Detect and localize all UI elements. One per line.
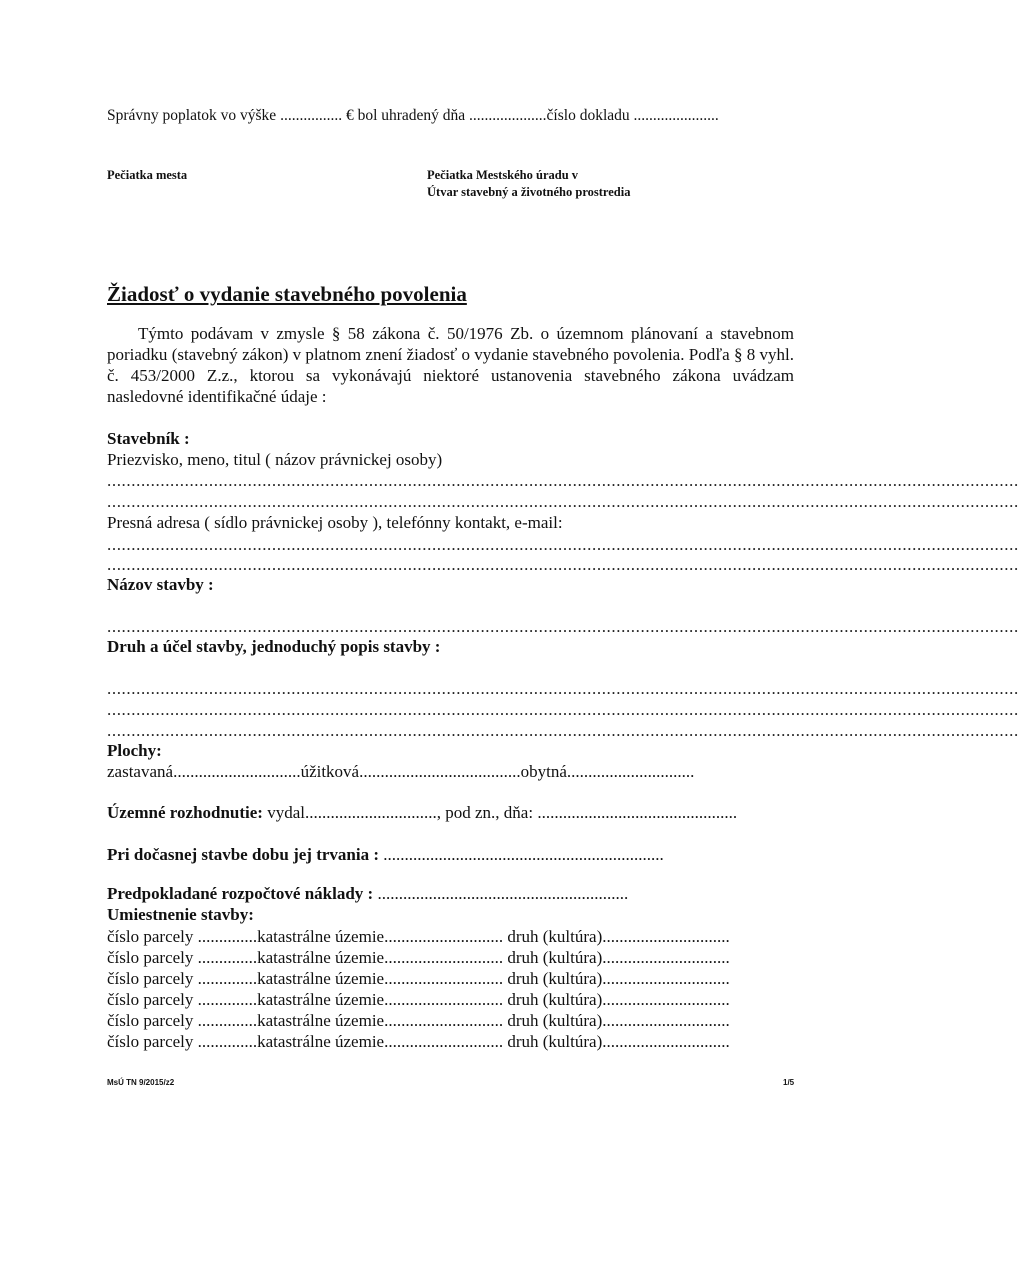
intro-paragraph (107, 323, 794, 407)
zoning-label: Územné rozhodnutie: (107, 803, 263, 822)
builder-name-label: Priezvisko, meno, titul ( názov právnickej osoby) (107, 450, 443, 469)
budget-label: Predpokladané rozpočtové náklady : (107, 884, 374, 903)
budget-field[interactable]: ........................................................... (373, 884, 629, 903)
building-type-line-3[interactable]: ............................................................................................................................................................................................ (107, 721, 1019, 740)
zoning-line[interactable] (107, 803, 791, 823)
fee-line: Správny poplatok vo výške ................ € bol uhradený dňa ....................číslo dokladu ...................... (107, 107, 719, 124)
budget-line[interactable] (107, 884, 791, 904)
parcel-list (107, 926, 791, 1052)
office-stamp-line2: Útvar stavebný a životného prostredia (427, 185, 631, 199)
building-name-line[interactable]: ............................................................................................................................................................................................ (107, 617, 1019, 636)
parcel-row[interactable]: číslo parcely ..............katastrálne územie............................ druh (kultúra).............................. (107, 969, 730, 988)
parcel-row[interactable]: číslo parcely ..............katastrálne územie............................ druh (kultúra).............................. (107, 927, 730, 946)
office-stamp-line1: Pečiatka Mestského úradu v (427, 168, 579, 182)
footer-document-code: MsÚ TN 9/2015/z2 (107, 1078, 175, 1087)
building-type-line-1[interactable]: ............................................................................................................................................................................................ (107, 679, 1019, 698)
parcel-row[interactable]: číslo parcely ..............katastrálne územie............................ druh (kultúra).............................. (107, 948, 730, 967)
temporary-label: Pri dočasnej stavbe dobu jej trvania : (107, 845, 379, 864)
parcel-row[interactable]: číslo parcely ..............katastrálne územie............................ druh (kultúra).............................. (107, 1011, 730, 1030)
building-name-heading: Názov stavby : (107, 575, 214, 594)
builder-heading: Stavebník : (107, 429, 190, 448)
building-type-line-2[interactable]: ............................................................................................................................................................................................ (107, 700, 1019, 719)
areas-line[interactable]: zastavaná..............................úžitková......................................obytná.............................. (107, 762, 695, 781)
builder-address-label: Presná adresa ( sídlo právnickej osoby ), telefónny kontakt, e-mail: (107, 513, 563, 532)
city-stamp-label: Pečiatka mesta (107, 168, 188, 182)
office-stamp-label (427, 167, 630, 201)
temporary-field[interactable]: .................................................................. (378, 845, 664, 864)
areas-heading: Plochy: (107, 741, 162, 760)
intro-text: Týmto podávam v zmysle § 58 zákona č. 50/1976 Zb. o územnom plánovaní a stavebnom poriadku (stavebný zákon) v platnom znení žiadosť o vydanie stavebného povolenia. Podľa § 8 vyhl. č. 453/2000 Z.z., ktorou sa vykonávajú niektoré ustanovenia stavebného zákona uvádzam nasledovné identifikačné údaje : (107, 324, 794, 406)
parcel-row[interactable]: číslo parcely ..............katastrálne územie............................ druh (kultúra).............................. (107, 1032, 730, 1051)
location-heading: Umiestnenie stavby: (107, 905, 254, 924)
builder-name-line-1[interactable]: ............................................................................................................................................................................................ (107, 471, 1019, 490)
zoning-fields[interactable]: vydal..............................., pod zn., dňa: ............................................... (262, 803, 738, 822)
builder-address-line-2[interactable]: ............................................................................................................................................................................................ (107, 555, 1019, 574)
builder-name-line-2[interactable]: ............................................................................................................................................................................................ (107, 492, 1019, 511)
footer-page-number: 1/5 (783, 1078, 795, 1087)
builder-address-line-1[interactable]: ............................................................................................................................................................................................ (107, 535, 1019, 554)
temporary-line[interactable] (107, 845, 791, 865)
parcel-row[interactable]: číslo parcely ..............katastrálne územie............................ druh (kultúra).............................. (107, 990, 730, 1009)
building-type-heading: Druh a účel stavby, jednoduchý popis stavby : (107, 637, 441, 656)
document-title: Žiadosť o vydanie stavebného povolenia (107, 282, 467, 306)
